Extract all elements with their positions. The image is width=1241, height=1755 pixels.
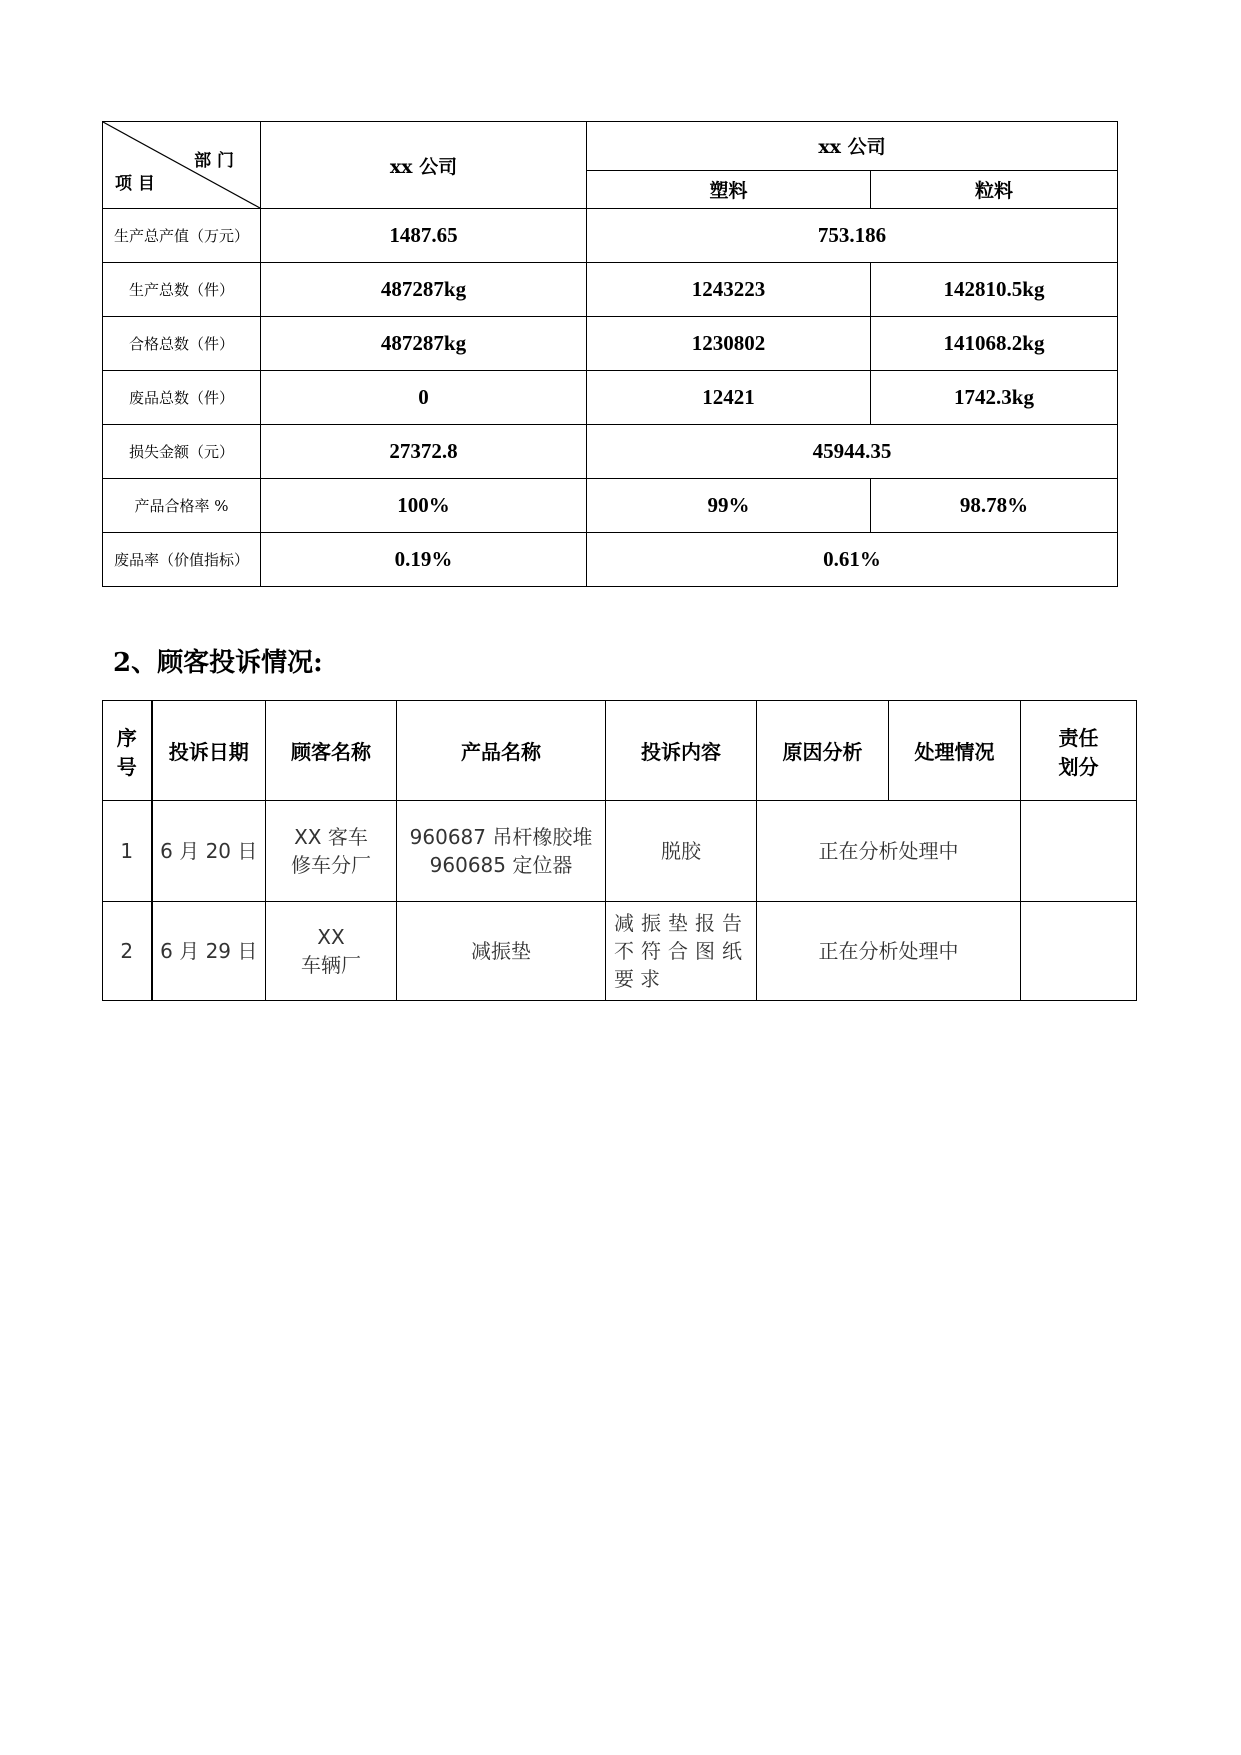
seq-cell: 2 [103,902,152,1001]
product-line: 960685 定位器 [429,853,573,877]
company-b-value: 753.186 [587,209,1118,263]
seq-header: 序号 [103,701,152,801]
pellet-subheader: 粒料 [871,170,1118,208]
plastic-subheader: 塑料 [587,170,871,208]
corner-dept-label: 部 门 [194,151,234,171]
production-stats-table [102,121,1118,587]
row-label: 废品率（价值指标） [103,533,261,587]
handling-header: 处理情况 [889,701,1021,801]
plastic-value: 12421 [587,371,871,425]
responsibility-cell [1021,902,1137,1001]
corner-item-label: 项 目 [115,174,155,194]
date-header: 投诉日期 [152,701,266,801]
customer-cell [266,801,397,902]
complaints-heading: 2、顾客投诉情况: [113,648,323,678]
date-cell: 6 月 20 日 [152,801,266,902]
product-cell [397,801,606,902]
company-a-value: 0.19% [261,533,587,587]
table-row [103,425,1118,479]
company-b-header: xx 公司 [587,122,1118,171]
corner-header-cell [103,122,261,209]
company-a-value: 487287kg [261,263,587,317]
company-a-value: 0 [261,371,587,425]
customer-line: 修车分厂 [291,853,371,877]
responsibility-cell [1021,801,1137,902]
cause-header: 原因分析 [757,701,889,801]
table-row [103,479,1118,533]
customer-line: XX [317,925,345,949]
company-a-value: 27372.8 [261,425,587,479]
date-cell: 6 月 29 日 [152,902,266,1001]
responsibility-header: 责任划分 [1021,701,1137,801]
table-row [103,371,1118,425]
row-label: 产品合格率 % [103,479,261,533]
plastic-value: 1243223 [587,263,871,317]
content-cell: 减振垫报告不符合图纸要求 [606,902,757,1001]
row-label: 合格总数（件） [103,317,261,371]
company-a-value: 1487.65 [261,209,587,263]
product-header: 产品名称 [397,701,606,801]
header-row [103,701,1137,801]
pellet-value: 98.78% [871,479,1118,533]
pellet-value: 141068.2kg [871,317,1118,371]
table-row [103,317,1118,371]
row-label: 生产总产值（万元） [103,209,261,263]
row-label: 废品总数（件） [103,371,261,425]
company-a-header: xx 公司 [261,122,587,209]
row-label: 损失金额（元） [103,425,261,479]
table-row [103,902,1137,1001]
content-cell: 脱胶 [606,801,757,902]
customer-line: 车辆厂 [301,953,361,977]
content-header: 投诉内容 [606,701,757,801]
table-row [103,263,1118,317]
status-cell: 正在分析处理中 [757,801,1021,902]
customer-line: XX 客车 [294,825,368,849]
company-a-value: 487287kg [261,317,587,371]
company-b-value: 45944.35 [587,425,1118,479]
seq-cell: 1 [103,801,152,902]
status-cell: 正在分析处理中 [757,902,1021,1001]
diagonal-line [103,122,260,208]
table-row [103,801,1137,902]
complaints-table [102,700,1137,1001]
plastic-value: 1230802 [587,317,871,371]
customer-header: 顾客名称 [266,701,397,801]
table-row [103,533,1118,587]
pellet-value: 1742.3kg [871,371,1118,425]
row-label: 生产总数（件） [103,263,261,317]
customer-cell [266,902,397,1001]
product-line: 960687 吊杆橡胶堆 [409,825,593,849]
plastic-value: 99% [587,479,871,533]
company-a-value: 100% [261,479,587,533]
product-cell: 减振垫 [397,902,606,1001]
company-b-value: 0.61% [587,533,1118,587]
pellet-value: 142810.5kg [871,263,1118,317]
table-row [103,209,1118,263]
